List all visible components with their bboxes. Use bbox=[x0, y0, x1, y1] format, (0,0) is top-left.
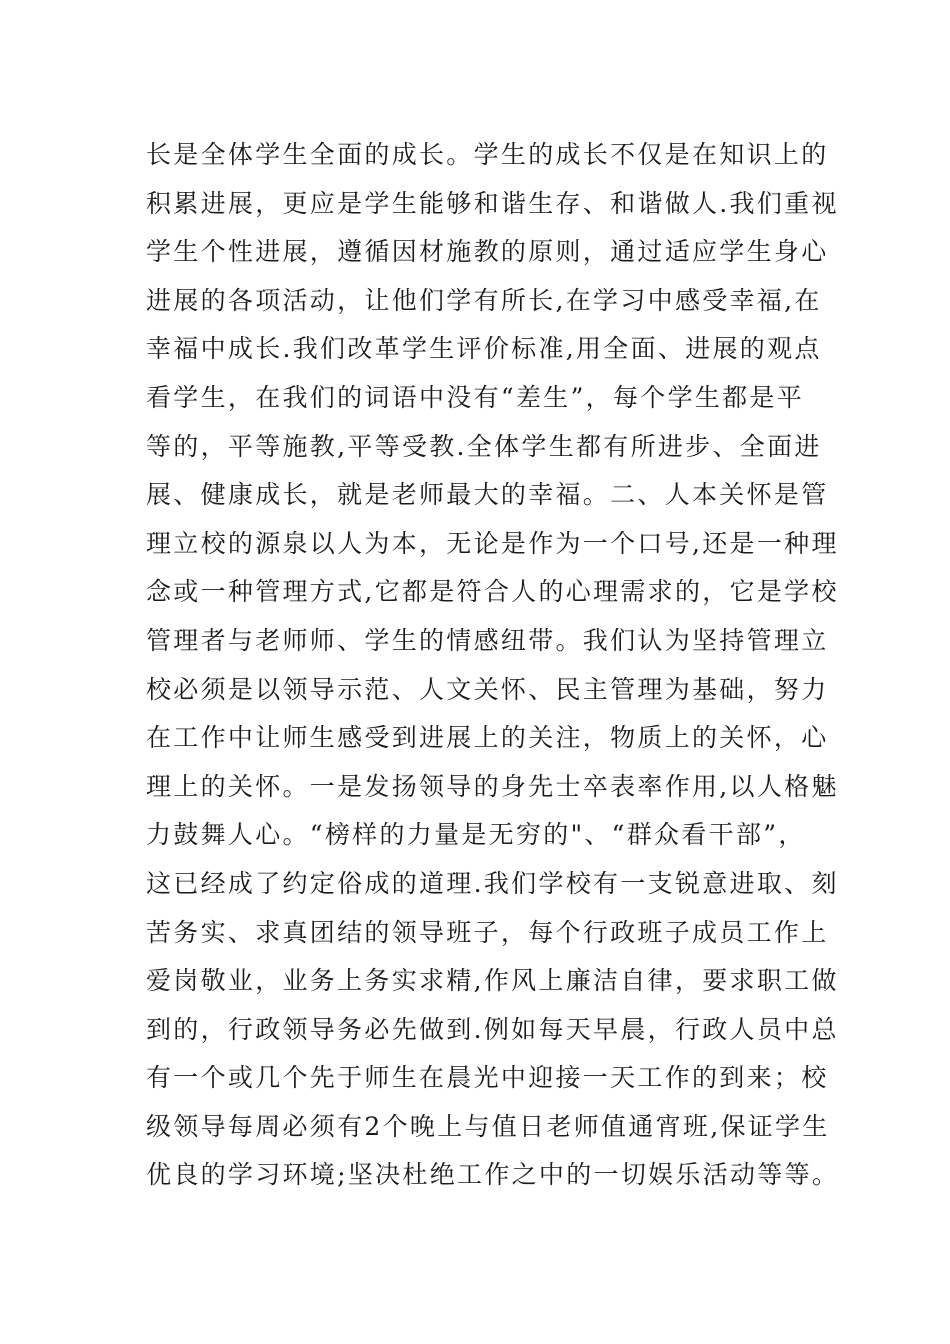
text-line: 爱岗敬业，业务上务实求精,作风上廉洁自律，要求职工做 bbox=[146, 966, 839, 996]
text-line: 校必须是以领导示范、人文关怀、民主管理为基础，努力 bbox=[146, 674, 829, 704]
text-line: 在工作中让师生感受到进展上的关注，物质上的关怀，心 bbox=[146, 723, 829, 753]
text-line: 理立校的源泉以人为本，无论是作为一个口号,还是一种理 bbox=[146, 528, 839, 558]
text-line: 念或一种管理方式,它都是符合人的心理需求的，它是学校 bbox=[146, 577, 839, 607]
text-line: 理上的关怀。一是发扬领导的身先士卒表率作用,以人格魅 bbox=[146, 771, 839, 801]
text-line: 展、健康成长，就是老师最大的幸福。二、人本关怀是管 bbox=[146, 480, 829, 510]
text-line: 长是全体学生全面的成长。学生的成长不仅是在知识上的 bbox=[146, 140, 829, 169]
text-line: 这已经成了约定俗成的道理.我们学校有一支锐意进取、刻 bbox=[146, 868, 839, 898]
text-line: 看学生，在我们的词语中没有“差生”，每个学生都是平 bbox=[146, 382, 805, 412]
text-line: 有一个或几个先于师生在晨光中迎接一天工作的到来；校 bbox=[146, 1063, 829, 1093]
text-line: 苦务实、求真团结的领导班子，每个行政班子成员工作上 bbox=[146, 917, 829, 947]
text-line: 进展的各项活动，让他们学有所长,在学习中感受幸福,在 bbox=[146, 285, 822, 315]
text-line: 学生个性进展，遵循因材施教的原则，通过适应学生身心 bbox=[146, 237, 829, 267]
text-line: 幸福中成长.我们改革学生评价标准,用全面、进展的观点 bbox=[146, 334, 822, 364]
text-line: 到的，行政领导务必先做到.例如每天早晨，行政人员中总 bbox=[146, 1014, 839, 1044]
text-line: 管理者与老师师、学生的情感纽带。我们认为坚持管理立 bbox=[146, 625, 829, 655]
text-line: 力鼓舞人心。“榜样的力量是无穷的"、“群众看干部”， bbox=[146, 820, 806, 850]
text-line: 等的，平等施教,平等受教.全体学生都有所进步、全面进 bbox=[146, 431, 822, 461]
text-line: 积累进展，更应是学生能够和谐生存、和谐做人.我们重视 bbox=[146, 188, 839, 218]
text-line: 优良的学习环境;坚决杜绝工作之中的一切娱乐活动等等。 bbox=[146, 1160, 840, 1190]
body-text bbox=[146, 131, 840, 1200]
text-line: 级领导每周必须有2个晚上与值日老师值通宵班,保证学生 bbox=[146, 1111, 830, 1141]
